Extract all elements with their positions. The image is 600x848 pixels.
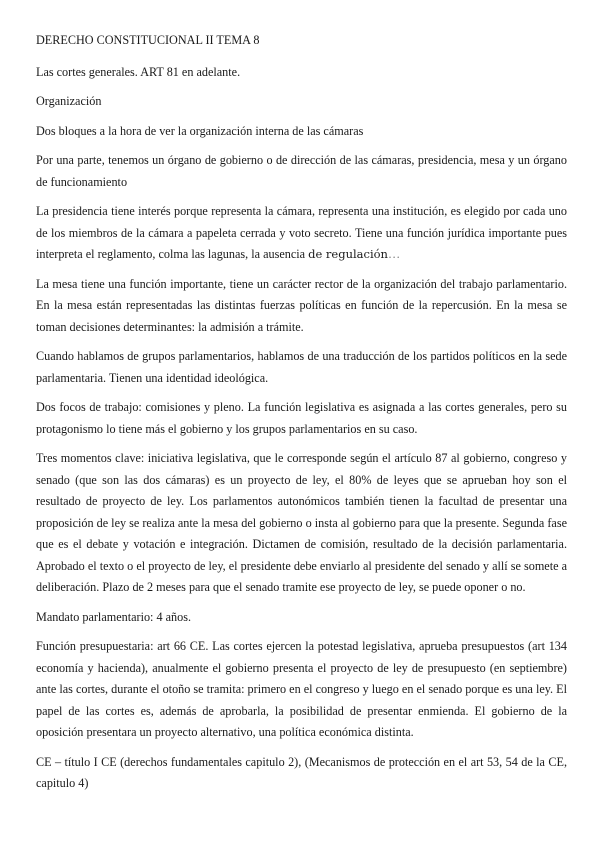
- paragraph-presidency: [36, 201, 567, 266]
- paragraph-key-moments: Tres momentos clave: iniciativa legislativa, que le corresponde según el artículo 87 al gobierno, congreso y senado (que son las dos cámaras) es un proyecto de ley, el 80% de leyes que se aprueban hoy son el resultado de proyecto de ley. Los parlamentos autonómicos también tienen la facultad de presentar una proposición de ley se realiza ante la mesa del gobierno o insta al gobierno para que la presente. Segunda fase que es el debate y votación e integración. Dictamen de comisión, resultado de la decisión parlamentaria. Aprobado el texto o el proyecto de ley, el presidente debe enviarlo al presidente del senado y allí se somete a deliberación. Plazo de 2 meses para que el senado tramite ese proyecto de ley, se puede oponer o no.: [36, 451, 567, 594]
- paragraph-mandate: Mandato parlamentario: 4 años.: [36, 609, 192, 624]
- document-title: DERECHO CONSTITUCIONAL II TEMA 8: [36, 33, 260, 47]
- document-subtitle: Las cortes generales. ART 81 en adelante.: [36, 64, 241, 79]
- document-page: [36, 30, 567, 803]
- paragraph-two-blocks: Dos bloques a la hora de ver la organización interna de las cámaras: [36, 123, 364, 138]
- paragraph-presidency-text: La presidencia tiene interés porque representa la cámara, representa una institución, es elegido por cada uno de los miembros de la cámara a papeleta cerrada y voto secreto. Tiene una función jurídica importante pues interpreta el reglamento, colma las lagunas, la ausencia: [36, 204, 567, 261]
- paragraph-work-focus: Dos focos de trabajo: comisiones y pleno. La función legislativa es asignada a las cortes generales, pero su protagonismo lo tiene más el gobierno y los grupos parlamentarios en su caso.: [36, 400, 567, 436]
- paragraph-parliamentary-groups: Cuando hablamos de grupos parlamentarios, hablamos de una traducción de los partidos políticos en la sede parlamentaria. Tienen una identidad ideológica.: [36, 349, 567, 385]
- paragraph-mesa: La mesa tiene una función importante, tiene un carácter rector de la organización del trabajo parlamentario. En la mesa están representadas las distintas fuerzas políticas en función de la repercusión. En la mesa se toman decisiones determinantes: la admisión a trámite.: [36, 276, 567, 334]
- paragraph-budget-function: Función presupuestaria: art 66 CE. Las cortes ejercen la potestad legislativa, aprueba presupuestos (art 134 economía y hacienda), anualmente el gobierno presenta el proyecto de ley de presupuesto (en septiembre) ante las cortes, durante el otoño se tramita: primero en el congreso y luego en el senado porque es una ley. El papel de las cortes es, además de aprobarla, la posibilidad de presentar enmienda. El gobierno de la oposición presentara un proyecto alternativo, una política económica distinta.: [36, 639, 567, 739]
- paragraph-presidency-ellipsis: …: [387, 247, 401, 261]
- paragraph-presidency-tail: de regulación: [308, 247, 388, 261]
- paragraph-governing-organ: Por una parte, tenemos un órgano de gobierno o de dirección de las cámaras, presidencia, mesa y un órgano de funcionamiento: [36, 153, 567, 189]
- section-heading: Organización: [36, 94, 102, 108]
- paragraph-constitution-reference: CE – título I CE (derechos fundamentales capitulo 2), (Mecanismos de protección en el art 53, 54 de la CE, capitulo 4): [36, 754, 567, 790]
